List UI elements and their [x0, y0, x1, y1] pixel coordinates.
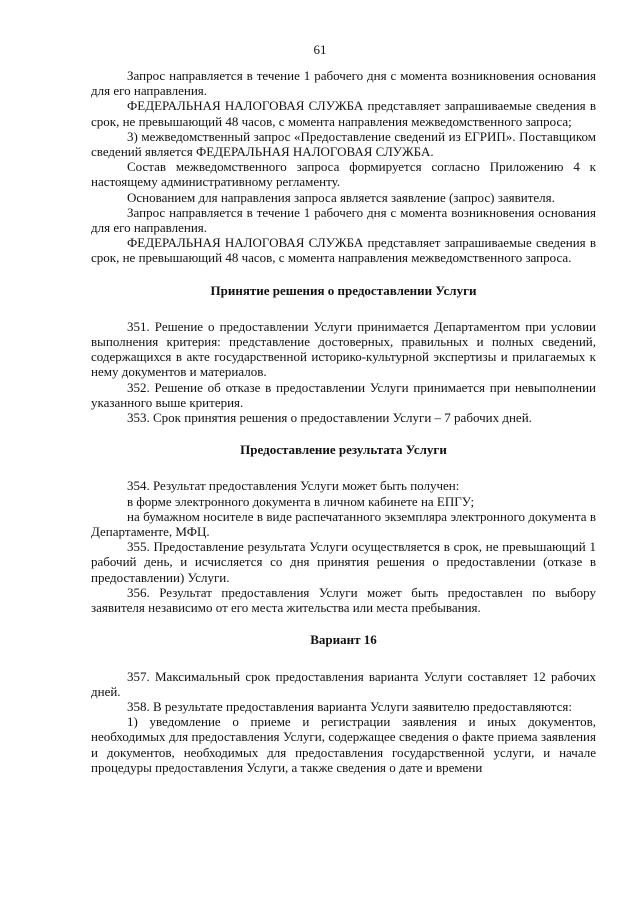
- section-heading: Вариант 16: [310, 632, 377, 648]
- paragraph: 352. Решение об отказе в предоставлении Услуги принимается при невыполнении указанного выше критерия.: [91, 379, 596, 410]
- paragraph: 3) межведомственный запрос «Предоставление сведений из ЕГРИП». Поставщиком сведений является ФЕДЕРАЛЬНАЯ НАЛОГОВАЯ СЛУЖБА.: [91, 128, 596, 160]
- spacer: [91, 457, 596, 478]
- spacer: [91, 298, 596, 319]
- paragraph: Состав межведомственного запроса формируется согласно Приложению 4 к настоящему административному регламенту.: [91, 159, 596, 190]
- paragraph: Основанием для направления запроса является заявление (запрос) заявителя.: [127, 189, 555, 205]
- spacer: [91, 266, 596, 283]
- paragraph: ФЕДЕРАЛЬНАЯ НАЛОГОВАЯ СЛУЖБА представляет запрашиваемые сведения в срок, не превышающий 48 часов, с момента направления межведомственного запроса;: [91, 98, 596, 129]
- paragraph: 353. Срок принятия решения о предоставлении Услуги – 7 рабочих дней.: [127, 410, 532, 426]
- section-heading: Предоставление результата Услуги: [240, 442, 447, 458]
- paragraph: 357. Максимальный срок предоставления варианта Услуги составляет 12 рабочих дней.: [91, 668, 596, 699]
- spacer: [91, 425, 596, 442]
- section-heading: Принятие решения о предоставлении Услуги: [210, 282, 477, 298]
- paragraph: в форме электронного документа в личном кабинете на ЕПГУ;: [127, 493, 475, 509]
- document-body: [91, 68, 596, 775]
- paragraph: 355. Предоставление результата Услуги осуществляется в срок, не превышающий 1 рабочий день, и исчисляется со дня принятия решения о предоставлении (отказе в предоставлении) Услуги.: [91, 539, 596, 585]
- paragraph: 354. Результат предоставления Услуги может быть получен:: [127, 478, 460, 494]
- paragraph: 358. В результате предоставления варианта Услуги заявителю предоставляются:: [127, 698, 572, 714]
- spacer: [91, 615, 596, 632]
- paragraph: 1) уведомление о приеме и регистрации заявления и иных документов, необходимых для предоставления Услуги, содержащее сведения о факте приема заявления и документов, необходимых для предоставления государственной услуги, и начале процедуры предоставления Услуги, а также сведения о дате и времени: [91, 714, 596, 775]
- page-number: 61: [313, 42, 327, 57]
- paragraph: Запрос направляется в течение 1 рабочего дня с момента возникновения основания для его направления.: [91, 68, 596, 99]
- spacer: [91, 648, 596, 669]
- paragraph: 351. Решение о предоставлении Услуги принимается Департаментом при условии выполнения критерия: представление достоверных, правильных и полных сведений, содержащихся в акте государственной историко-культурной экспертизы и прилагаемых к нему документов и материалов.: [91, 318, 596, 380]
- paragraph: на бумажном носителе в виде распечатанного экземпляра электронного документа в Департаменте, МФЦ.: [91, 508, 596, 540]
- paragraph: ФЕДЕРАЛЬНАЯ НАЛОГОВАЯ СЛУЖБА представляет запрашиваемые сведения в срок, не превышающий 48 часов, с момента направления межведомственного запроса.: [91, 235, 596, 266]
- paragraph: 356. Результат предоставления Услуги может быть предоставлен по выбору заявителя независимо от его места жительства или места пребывания.: [91, 584, 596, 616]
- paragraph: Запрос направляется в течение 1 рабочего дня с момента возникновения основания для его направления.: [91, 204, 596, 236]
